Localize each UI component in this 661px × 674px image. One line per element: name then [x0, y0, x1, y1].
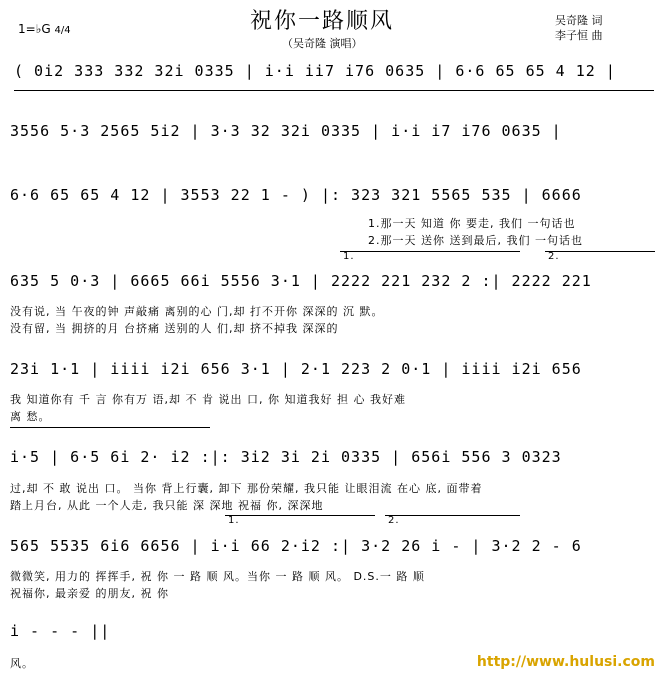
volta-2-bracket: [545, 251, 655, 252]
score-row-3: 6·6 65 65 4 12 | 3553 22 1 - ) |: 323 321 5565 535 | 6666: [10, 186, 582, 204]
lyric-row-4-verse-1: 没有说, 当 午夜的钟 声敲痛 离别的心 门,却 打不开你 深深的 沉 默。: [10, 305, 384, 318]
lyric-row-6-verse-2: 踏上月台, 从此 一个人走, 我只能 深 深地 祝福 你, 深深地: [10, 499, 324, 512]
score-row-6: i·5 | 6·5 6i 2· i2 :|: 3i2 3i 2i 0335 | 656i 556 3 0323: [10, 448, 562, 466]
volta-1-bracket-b: [225, 515, 375, 516]
volta-1-label-b: 1.: [228, 515, 240, 526]
score-row-1: ( 0i2 333 332 32i 0335 | i·i ii7 i76 0635 | 6·6 65 65 4 12 |: [14, 62, 616, 80]
volta-2-label: 2.: [548, 251, 560, 262]
lyric-row-8-verse-1: 风。: [10, 657, 34, 670]
score-row-2: 3556 5·3 2565 5i2 | 3·3 32 32i 0335 | i·i i7 i76 0635 |: [10, 122, 562, 140]
key-signature: [18, 22, 71, 36]
volta-1-bracket: [340, 251, 520, 252]
lyric-row-3-verse-2: 2.那一天 送你 送到最后, 我们 一句话也: [368, 234, 583, 247]
lyric-row-7-verse-2: 祝福你, 最亲爱 的朋友, 祝 你: [10, 587, 169, 600]
volta-2-bracket-b: [385, 515, 520, 516]
score-row-7: 565 5535 6i6 6656 | i·i 66 2·i2 :| 3·2 26 i - | 3·2 2 - 6: [10, 537, 582, 555]
lyric-row-4-verse-2: 没有留, 当 拥挤的月 台挤痛 送别的人 们,却 挤不掉我 深深的: [10, 322, 339, 335]
volta-1-label: 1.: [343, 251, 355, 262]
lyric-row-6-verse-1: 过,却 不 敢 说出 口。 当你 背上行囊, 卸下 那份荣耀, 我只能 让眼泪流 在心 底, 面带着: [10, 482, 483, 495]
singer-credit: （吴奇隆 演唱）: [282, 37, 363, 50]
volta-bracket: [10, 427, 210, 428]
lyric-row-5-verse-1: 我 知道你有 千 言 你有万 语,却 不 肯 说出 口, 你 知道我好 担 心 我好难: [10, 393, 406, 406]
score-row-4: 635 5 0·3 | 6665 66i 5556 3·1 | 2222 221 232 2 :| 2222 221: [10, 272, 592, 290]
page-title: 祝你一路顺风: [250, 9, 395, 34]
watermark-link[interactable]: http://www.hulusi.com: [476, 654, 655, 670]
lyric-row-7-verse-1: 微微笑, 用力的 挥挥手, 祝 你 一 路 顺 风。当你 一 路 顺 风。 D.S.一 路 顺: [10, 570, 425, 583]
lyric-row-3-verse-1: 1.那一天 知道 你 要走, 我们 一句话也: [368, 217, 576, 230]
lyricist-credit: 吴奇隆 词: [555, 14, 603, 27]
time-signature: 4/4: [54, 25, 71, 36]
score-row-5: 23i 1·1 | iiii i2i 656 3·1 | 2·1 223 2 0·1 | iiii i2i 656: [10, 360, 582, 378]
lyric-row-5-verse-2: 离 愁。: [10, 410, 51, 423]
composer-credit: 李子恒 曲: [555, 29, 603, 42]
underline: [14, 90, 654, 91]
key-label: 1=♭G: [18, 22, 51, 36]
volta-2-label-b: 2.: [388, 515, 400, 526]
score-row-8: i - - - ||: [10, 622, 111, 640]
